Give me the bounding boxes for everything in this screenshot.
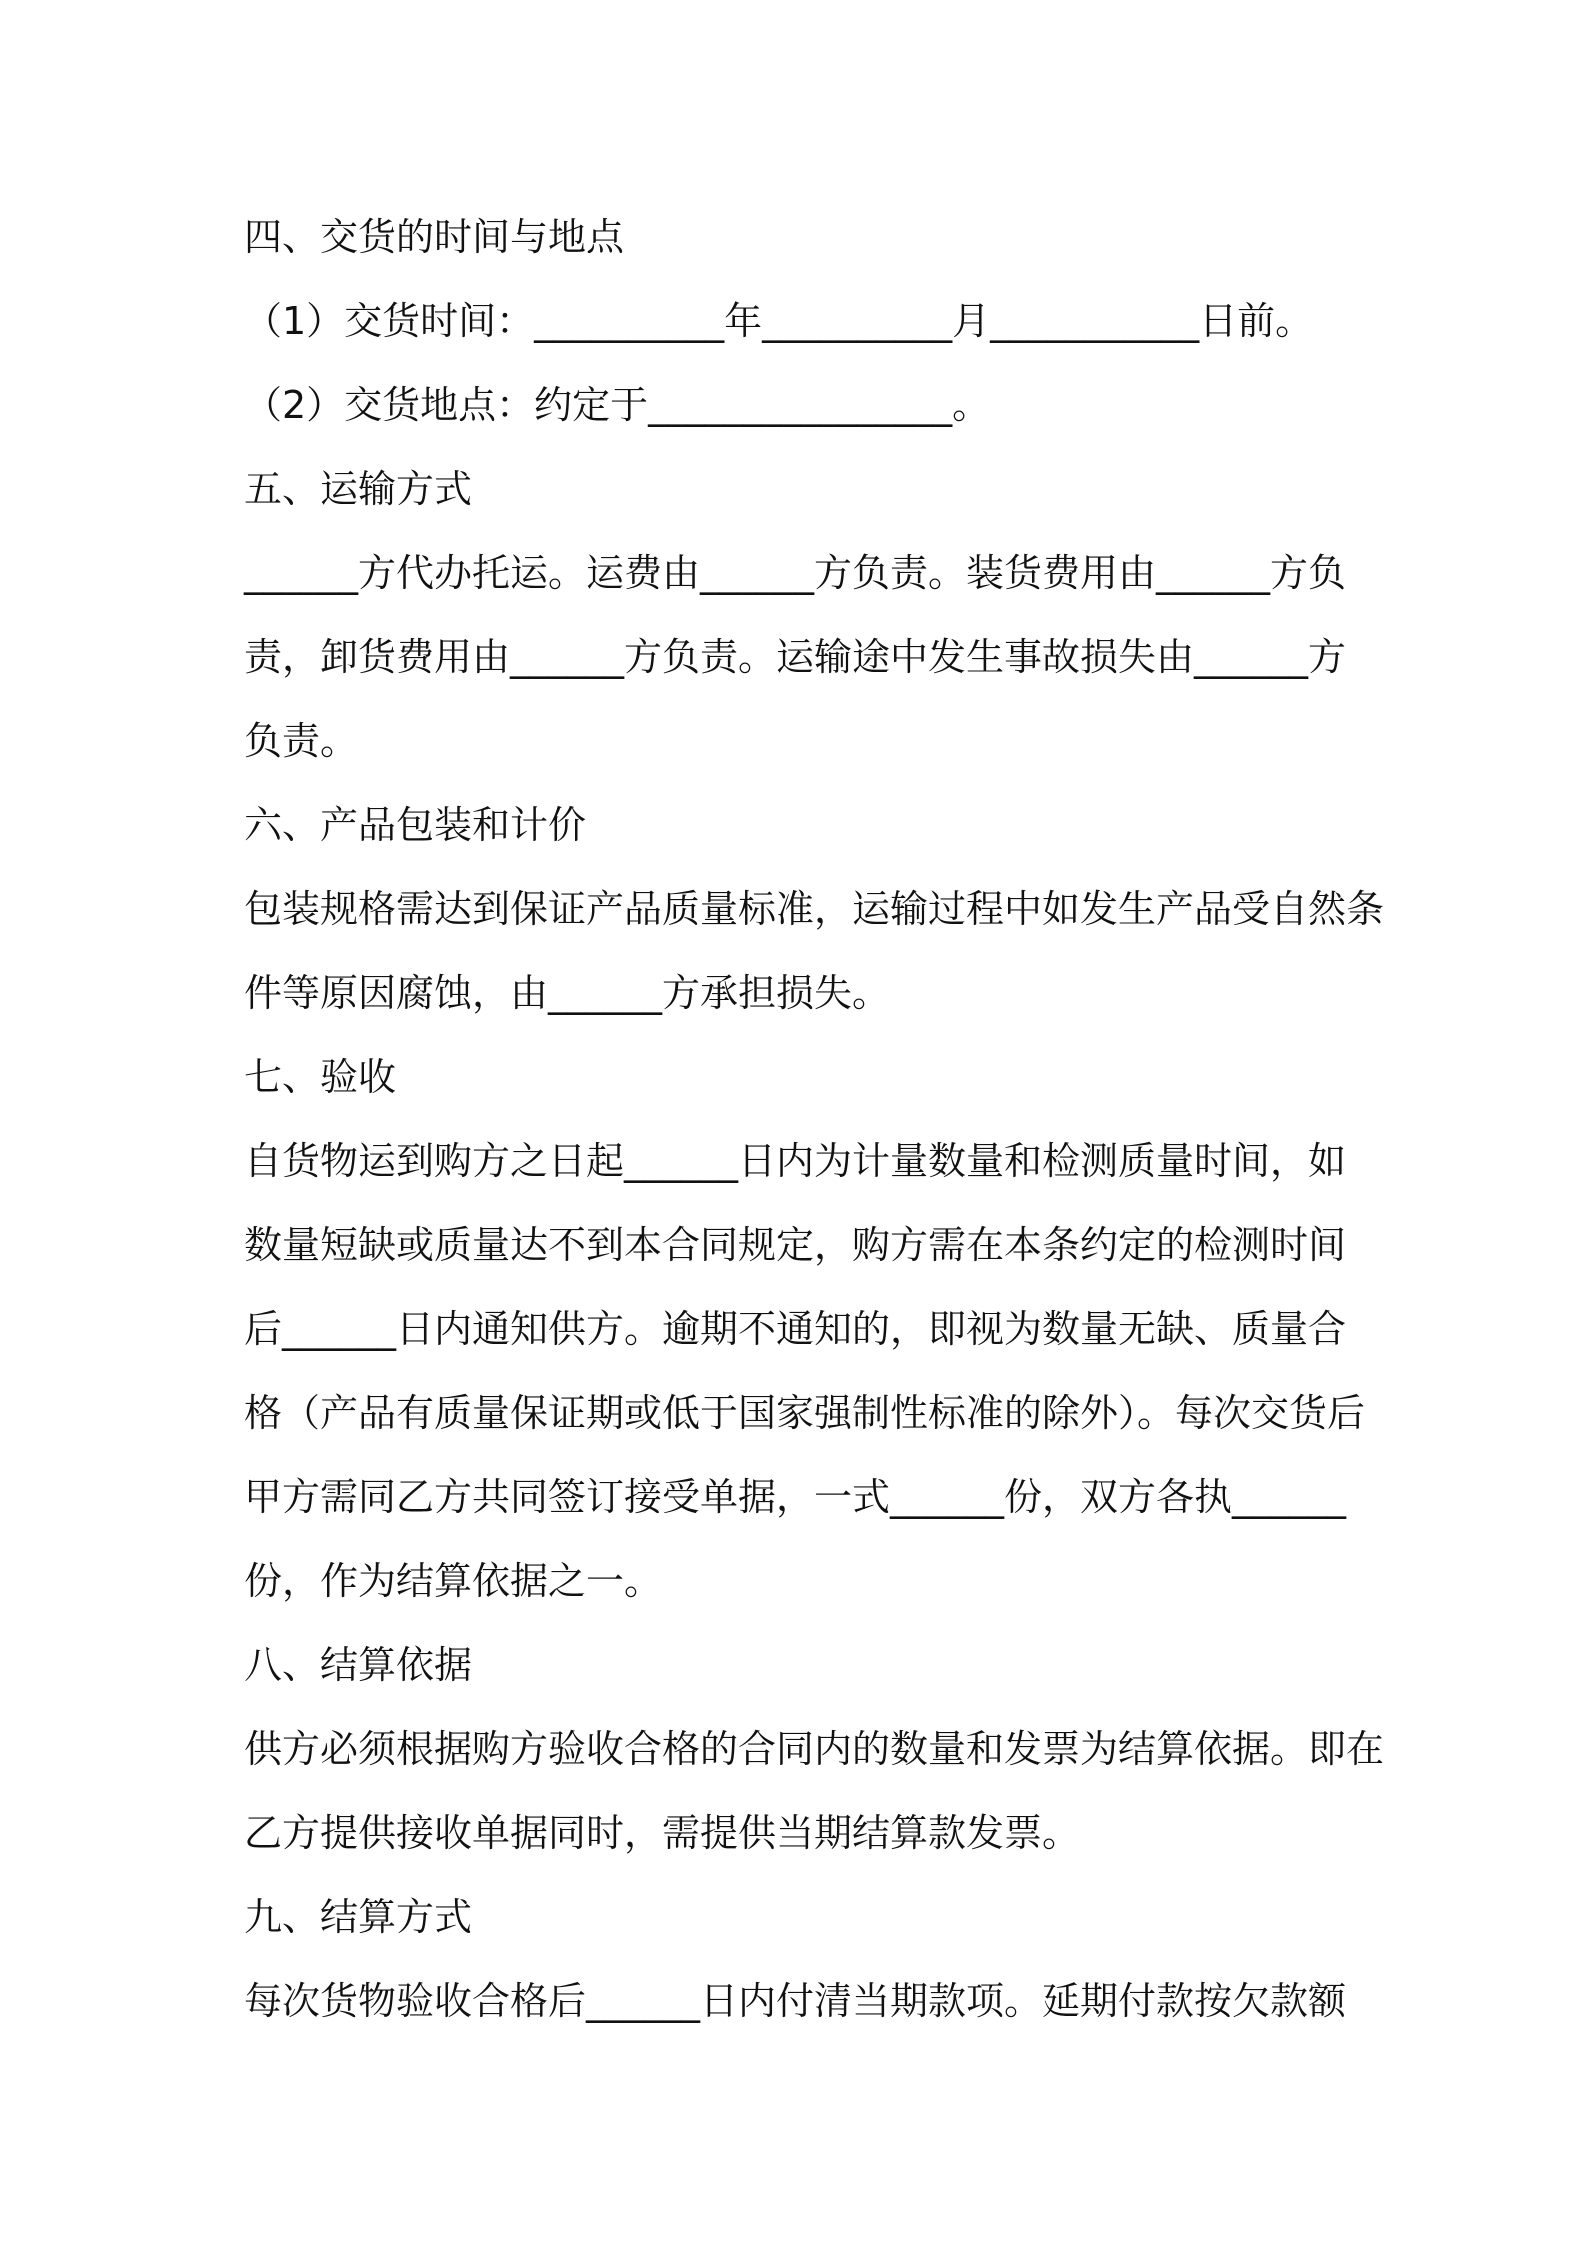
paragraph-line: 份，作为结算依据之一。: [244, 1559, 663, 1603]
section-heading-acceptance: 七、验收: [244, 1055, 397, 1099]
section-heading-transport: 五、运输方式: [244, 467, 473, 511]
paragraph-line: 每次货物验收合格后______日内付清当期款项。延期付款按欠款额: [244, 1979, 1347, 2023]
document-body: [244, 195, 1385, 2043]
paragraph-line: 格（产品有质量保证期或低于国家强制性标准的除外）。每次交货后: [244, 1391, 1366, 1435]
paragraph-line: 甲方需同乙方共同签订接受单据，一式______份，双方各执______: [244, 1475, 1347, 1519]
paragraph-line: 责，卸货费用由______方负责。运输途中发生事故损失由______方: [244, 635, 1347, 679]
paragraph-line: 供方必须根据购方验收合格的合同内的数量和发票为结算依据。即在: [244, 1727, 1385, 1771]
paragraph-line: 负责。: [244, 719, 359, 763]
section-heading-settlement-method: 九、结算方式: [244, 1895, 473, 1939]
paragraph-line: 乙方提供接收单据同时，需提供当期结算款发票。: [244, 1811, 1081, 1855]
section-heading-delivery: 四、交货的时间与地点: [244, 215, 625, 259]
section-heading-packaging: 六、产品包装和计价: [244, 803, 587, 847]
section-heading-settlement-basis: 八、结算依据: [244, 1643, 473, 1687]
delivery-time-line: （1）交货时间：__________年__________月___________日前。: [244, 299, 1314, 343]
delivery-place-line: （2）交货地点：约定于________________。: [244, 383, 991, 427]
paragraph-line: 自货物运到购方之日起______日内为计量数量和检测质量时间，如: [244, 1139, 1347, 1183]
paragraph-line: 件等原因腐蚀，由______方承担损失。: [244, 971, 891, 1015]
paragraph-line: ______方代办托运。运费由______方负责。装货费用由______方负: [244, 551, 1347, 595]
paragraph-line: 数量短缺或质量达不到本合同规定，购方需在本条约定的检测时间: [244, 1223, 1347, 1267]
paragraph-line: 后______日内通知供方。逾期不通知的，即视为数量无缺、质量合: [244, 1307, 1347, 1351]
paragraph-line: 包装规格需达到保证产品质量标准，运输过程中如发生产品受自然条: [244, 887, 1385, 931]
